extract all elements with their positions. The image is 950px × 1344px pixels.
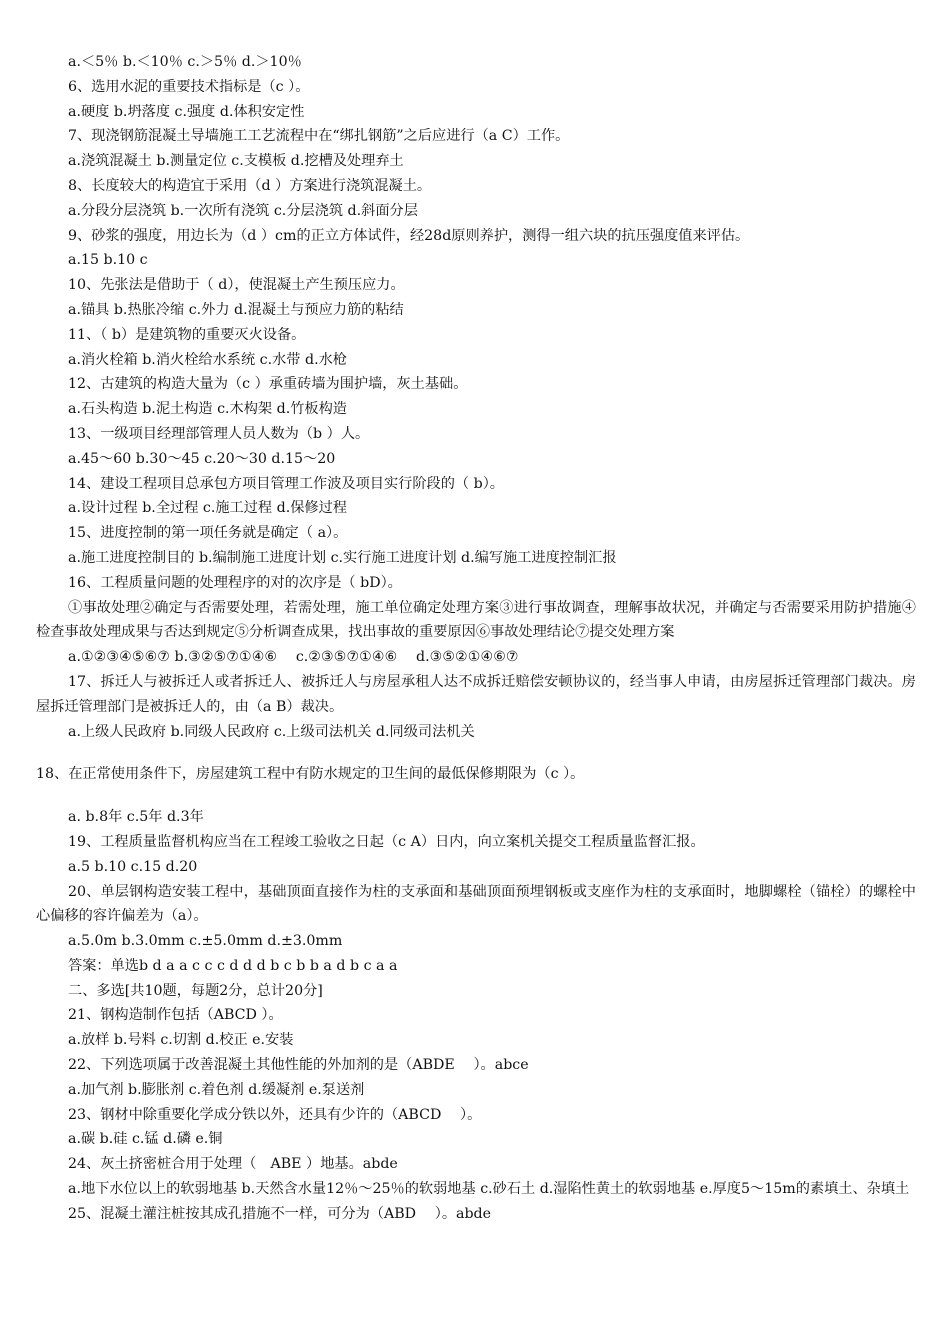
question-15: 15、进度控制的第一项任务就是确定（ a）。: [68, 525, 348, 542]
option-line: a.硬度 b.坍落度 c.强度 d.体积安定性: [68, 103, 305, 120]
question-6: 6、选用水泥的重要技术指标是（c ）。: [68, 78, 310, 95]
question-17: 17、拆迁人与被拆迁人或者拆迁人、被拆迁人与房屋承租人达不成拆迁赔偿安顿协议的，经当事人申请，由房屋拆迁管理部门裁决。房屋拆迁管理部门是被拆迁人的，由（a B）裁决。: [36, 673, 916, 715]
question-22: 22、下列选项属于改善混凝土其他性能的外加剂的是（ABDE ）。abce: [68, 1057, 529, 1074]
document-page: [36, 50, 916, 1227]
question-13: 13、一级项目经理部管理人员人数为（b ）人。: [68, 425, 370, 442]
question-12: 12、古建筑的构造大量为（c ）承重砖墙为围护墙，灰土基础。: [68, 376, 468, 393]
option-line: a.上级人民政府 b.同级人民政府 c.上级司法机关 d.同级司法机关: [68, 723, 475, 740]
option-line: a. b.8年 c.5年 d.3年: [68, 809, 204, 826]
option-line: a.消火栓箱 b.消火栓给水系统 c.水带 d.水枪: [68, 351, 347, 368]
question-11: 11、（ b）是建筑物的重要灭火设备。: [68, 326, 306, 343]
question-25: 25、混凝土灌注桩按其成孔措施不一样，可分为（ABD ）。abde: [68, 1205, 492, 1222]
answer-key: 答案：单选b d a a c c c d d d b c b b a d b c a a: [68, 957, 398, 974]
option-line: a.5 b.10 c.15 d.20: [68, 858, 198, 875]
question-16-steps: ①事故处理②确定与否需要处理，若需处理，施工单位确定处理方案③进行事故调查，理解事故状况，并确定与否需要采用防护措施④检查事故处理成果与否达到规定⑤分析调查成果，找出事故的重要原因⑥事故处理结论⑦提交处理方案: [36, 599, 916, 641]
option-line: a.＜5％ b.＜10％ c.＞5％ d.＞10％: [68, 54, 302, 70]
option-line: a.5.0m b.3.0mm c.±5.0mm d.±3.0mm: [68, 933, 343, 950]
section-heading-multiple-choice: 二、多选[共10题，每题2分，总计20分]: [68, 982, 323, 999]
question-24: 24、灰土挤密桩合用于处理（ ABE ）地基。abde: [68, 1156, 398, 1173]
question-16: 16、工程质量问题的处理程序的对的次序是（ bD）。: [68, 574, 402, 591]
question-14: 14、建设工程项目总承包方项目管理工作波及项目实行阶段的（ b）。: [68, 475, 504, 492]
option-line: a.①②③④⑤⑥⑦ b.③②⑤⑦①④⑥ c.②③⑤⑦①④⑥ d.③⑤②①④⑥⑦: [68, 649, 519, 666]
option-line: a.碳 b.硅 c.锰 d.磷 e.铜: [68, 1131, 223, 1148]
question-9: 9、砂浆的强度，用边长为（d ）cm的正立方体试件，经28d原则养护，测得一组六块的抗压强度值来评估。: [68, 227, 750, 244]
blank-gap: [36, 787, 916, 805]
option-line: a.放样 b.号料 c.切割 d.校正 e.安装: [68, 1032, 294, 1049]
option-line: a.设计过程 b.全过程 c.施工过程 d.保修过程: [68, 500, 347, 517]
question-19: 19、工程质量监督机构应当在工程竣工验收之日起（c A）日内，向立案机关提交工程质量监督汇报。: [68, 833, 705, 850]
option-line: a.分段分层浇筑 b.一次所有浇筑 c.分层浇筑 d.斜面分层: [68, 202, 418, 219]
option-line: a.15 b.10 c: [68, 252, 148, 269]
question-10: 10、先张法是借助于（ d），使混凝土产生预压应力。: [68, 277, 405, 294]
question-18: 18、在正常使用条件下，房屋建筑工程中有防水规定的卫生间的最低保修期限为（c ）。: [36, 766, 585, 783]
question-24-options: a.地下水位以上的软弱地基 b.天然含水量12％～25％的软弱地基 c.砂石土 d.湿陷性黄土的软弱地基 e.厚度5～15m的素填土、杂填土: [68, 1181, 910, 1198]
option-line: a.45～60 b.30～45 c.20～30 d.15～20: [68, 450, 336, 467]
question-7: 7、现浇钢筋混凝土导墙施工工艺流程中在“绑扎钢筋”之后应进行（a C）工作。: [68, 128, 570, 145]
option-line: a.施工进度控制目的 b.编制施工进度计划 c.实行施工进度计划 d.编写施工进度控制汇报: [68, 549, 617, 566]
option-line: a.锚具 b.热胀冷缩 c.外力 d.混凝土与预应力筋的粘结: [68, 301, 404, 318]
option-line: a.浇筑混凝土 b.测量定位 c.支模板 d.挖槽及处理弃土: [68, 153, 404, 170]
option-line: a.石头构造 b.泥土构造 c.木构架 d.竹板构造: [68, 401, 347, 418]
question-20: 20、单层钢构造安装工程中，基础顶面直接作为柱的支承面和基础顶面预埋钢板或支座作为柱的支承面时，地脚螺栓（锚栓）的螺栓中心偏移的容许偏差为（a）。: [36, 883, 916, 925]
blank-gap: [36, 744, 916, 762]
option-line: a.加气剂 b.膨胀剂 c.着色剂 d.缓凝剂 e.泵送剂: [68, 1081, 365, 1098]
question-23: 23、钢材中除重要化学成分铁以外，还具有少许的（ABCD ）。: [68, 1106, 482, 1123]
question-21: 21、钢构造制作包括（ABCD ）。: [68, 1007, 283, 1024]
question-8: 8、长度较大的构造宜于采用（d ）方案进行浇筑混凝土。: [68, 177, 432, 194]
